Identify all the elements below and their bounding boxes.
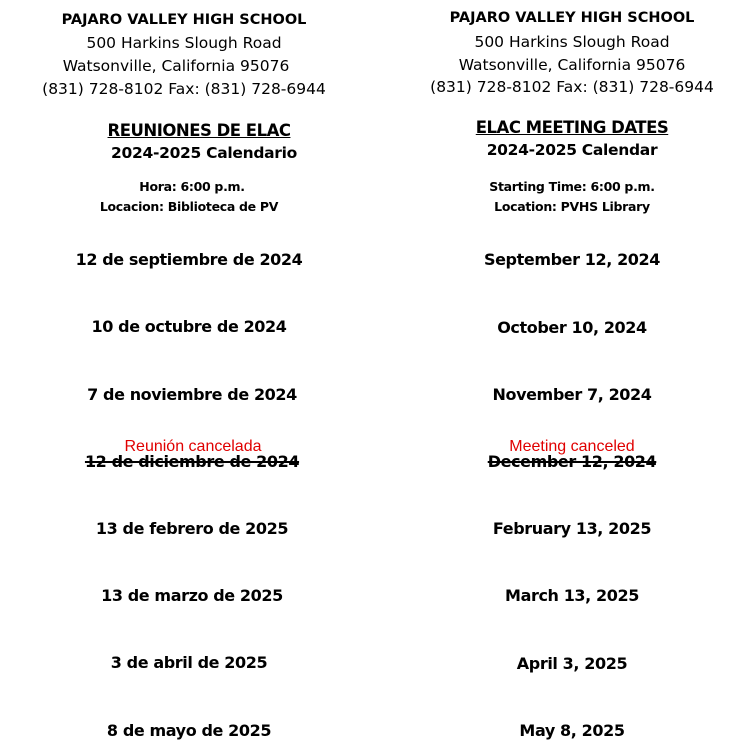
meeting-time: Starting Time: 6:00 p.m. [489, 179, 655, 194]
meeting-date: March 13, 2025 [505, 586, 639, 605]
meeting-date: 13 de febrero de 2025 [95, 519, 289, 538]
cancel-notice: Reunión cancelada [124, 438, 262, 455]
city-line: Watsonville, California 95076 [458, 56, 686, 74]
calendar-subheading: 2024-2025 Calendario [111, 144, 297, 162]
cancel-notice: Meeting canceled [509, 438, 635, 455]
meeting-date: May 8, 2025 [519, 721, 625, 740]
calendar-subheading: 2024-2025 Calendar [486, 141, 658, 159]
school-name: PAJARO VALLEY HIGH SCHOOL [61, 12, 307, 28]
meeting-date: February 13, 2025 [492, 519, 652, 538]
meeting-date: April 3, 2025 [516, 654, 628, 673]
meeting-date: November 7, 2024 [492, 385, 652, 404]
meeting-time: Hora: 6:00 p.m. [139, 179, 245, 194]
meeting-date: 10 de octubre de 2024 [91, 317, 287, 336]
meeting-date: 3 de abril de 2025 [110, 653, 268, 672]
meeting-date: September 12, 2024 [483, 250, 660, 269]
phone-fax-line: (831) 728-8102 Fax: (831) 728-6944 [430, 78, 714, 96]
spanish-column [0, 0, 376, 753]
english-column [388, 0, 753, 753]
canceled-meeting-date: 12 de diciembre de 2024 [84, 452, 300, 471]
meeting-location: Locacion: Biblioteca de PV [99, 199, 279, 214]
meeting-date: 7 de noviembre de 2024 [87, 385, 297, 404]
school-name: PAJARO VALLEY HIGH SCHOOL [449, 10, 695, 26]
page-heading: ELAC MEETING DATES [475, 118, 669, 137]
meeting-location: Location: PVHS Library [494, 199, 650, 214]
meeting-date: 13 de marzo de 2025 [101, 586, 283, 605]
city-line: Watsonville, California 95076 [62, 57, 290, 75]
address-line: 500 Harkins Slough Road [474, 33, 670, 51]
canceled-meeting-date: December 12, 2024 [487, 452, 657, 471]
meeting-date: October 10, 2024 [497, 318, 647, 337]
meeting-date: 8 de mayo de 2025 [106, 721, 272, 740]
address-line: 500 Harkins Slough Road [86, 34, 282, 52]
phone-fax-line: (831) 728-8102 Fax: (831) 728-6944 [42, 80, 326, 98]
page-heading: REUNIONES DE ELAC [107, 121, 291, 140]
meeting-date: 12 de septiembre de 2024 [75, 250, 303, 269]
